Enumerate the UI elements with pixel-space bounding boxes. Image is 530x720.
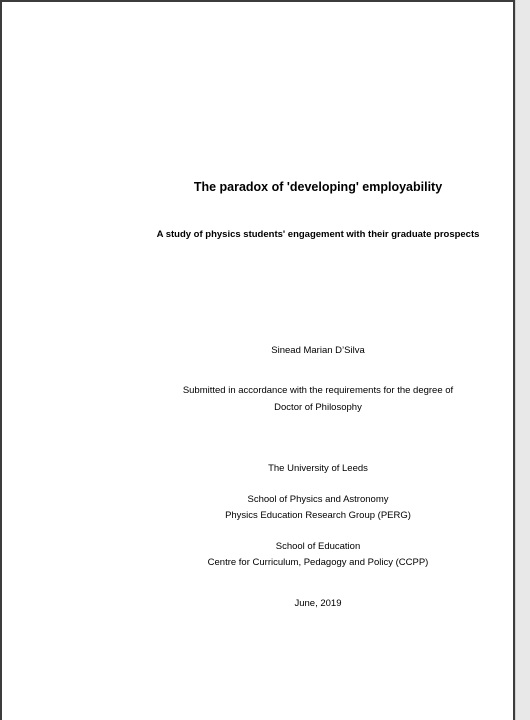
submission-statement: Submitted in accordance with the requirements for the degree of	[182, 385, 454, 396]
thesis-title: The paradox of 'developing' employability	[193, 180, 443, 194]
degree-name: Doctor of Philosophy	[274, 402, 362, 413]
research-group-perg: Physics Education Research Group (PERG)	[225, 510, 411, 521]
school-physics: School of Physics and Astronomy	[247, 494, 389, 505]
author-name: Sinead Marian D’Silva	[271, 345, 365, 356]
thesis-subtitle: A study of physics students' engagement with their graduate prospects	[156, 229, 480, 240]
vertical-scrollbar[interactable]	[515, 0, 530, 720]
school-education: School of Education	[275, 541, 361, 552]
document-page	[2, 2, 513, 720]
research-centre-ccpp: Centre for Curriculum, Pedagogy and Policy (CCPP)	[207, 557, 429, 568]
university-name: The University of Leeds	[268, 463, 368, 474]
submission-date: June, 2019	[294, 598, 342, 609]
